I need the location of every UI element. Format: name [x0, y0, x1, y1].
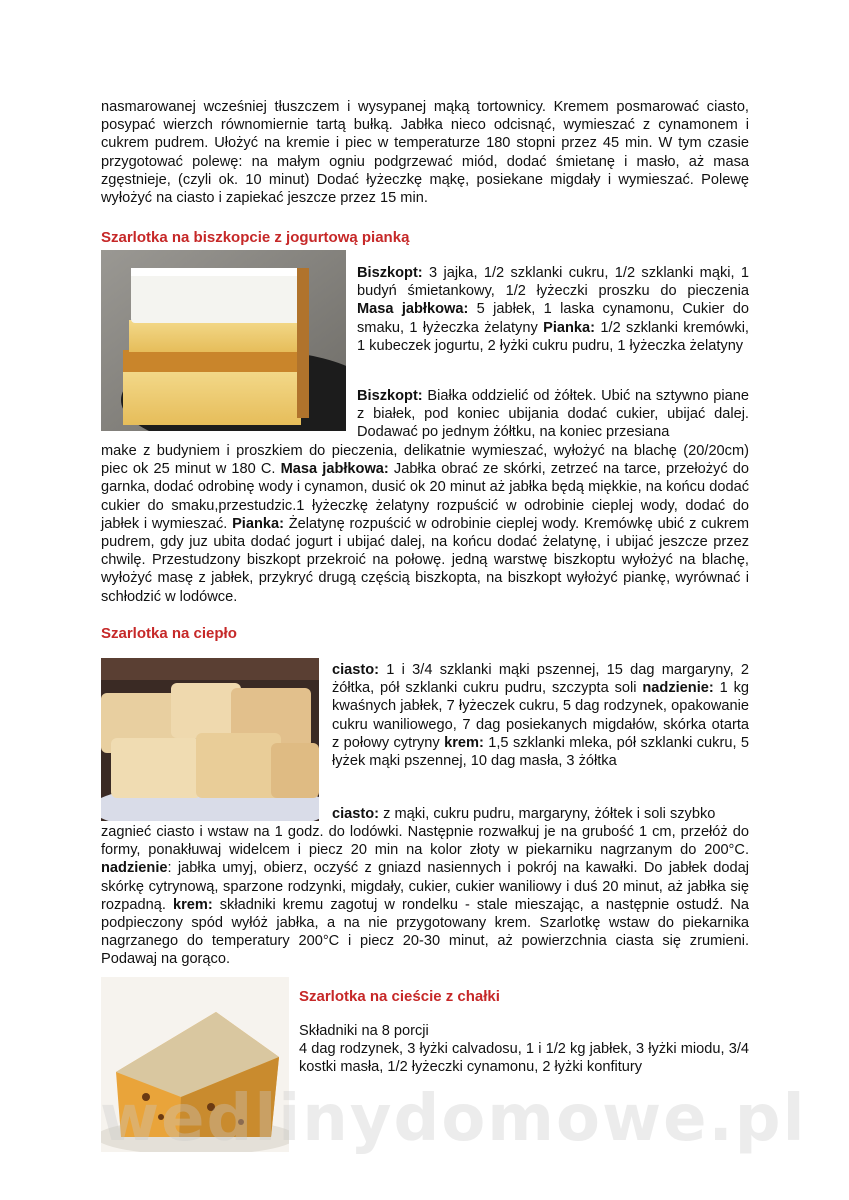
recipe2-title: Szarlotka na ciepło — [101, 625, 237, 642]
recipe1-prep-text-cont: make z budyniem i proszkiem do pieczenia, delikatnie wymieszać, wyłożyć na blachę (20/20cm) piec ok 25 minut w 180 C. — [101, 443, 749, 478]
recipe1-prep-start — [357, 387, 749, 442]
recipe2-prep-label-nadzienie: nadzienie — [101, 860, 168, 877]
recipe2-prep-text-krem: składniki kremu zagotuj w rondelku - stale mieszając, a następnie ostudź. Na podpieczony spód wyłóż jabłka, a na nie przygotowany krem. Szarlotkę wstaw do piekarnika nagrzanego do temperatury 200°C i piecz 20-30 minut, aż powierzchnia ciasta się zrumieni. Podawaj na gorąco. — [101, 896, 749, 968]
recipe1-title: Szarlotka na biszkopcie z jogurtową pianką — [101, 229, 410, 246]
recipe2-photo — [101, 658, 319, 821]
recipe1-ing-label-masa: Masa jabłkowa: — [357, 301, 469, 318]
recipe1-prep-text-masa: Jabłka obrać ze skórki, zetrzeć na tarce, przełożyć do garnka, dodać odrobinę wody i cynamon, dusić ok 20 minut aż jabłka będą miękkie, na końcu dodać cukier do smaku,przestudzic.1 łyżeczkę żelatyny rozpuścić w odrobinie cieplej wody, dodać do jabłek i wymieszać. — [101, 461, 750, 532]
recipe1-ing-text-masa: 5 jabłek, 1 laska cynamonu, Cukier do smaku, 1 łyżeczka żelatyny — [357, 301, 749, 336]
recipe1-photo — [101, 250, 346, 431]
recipe1-ingredients — [357, 264, 749, 355]
cake-squares-image — [101, 658, 319, 821]
recipe2-ing-label-ciasto: ciasto: — [332, 662, 380, 678]
site-watermark: wedlinydomowe.pl — [100, 1082, 807, 1156]
intro-paragraph: nasmarowanej wcześniej tłuszczem i wysypanej mąką tortownicy. Kremem posmarować ciasto, posypać wierzch równomiernie tartą bułką. Jabłka nieco odcisnąć, wymieszać z cynamonem i cukrem pudrem. Ułożyć na kremie i piec w temperaturze 180 stopni przez 45 min. W tym czasie przygotować polewę: na małym ogniu podgrzewać miód, dodać śmietanę i masło, aż masa zgęstnieje, (czyli ok. 10 minut) Dodać łyżeczkę mąkę, posiekane migdały i wymieszać. Polewę wyłożyć na ciasto i zapiekać jeszcze przez 15 min. — [101, 99, 749, 207]
recipe1-ing-text-biszkopt: 3 jajka, 1/2 szklanki cukru, 1/2 szklanki mąki, 1 budyń śmietankowy, 1/2 łyżeczki proszku do pieczenia — [357, 265, 749, 300]
recipe2-ing-text-nadzienie: 1 kg kwaśnych jabłek, 7 łyżeczek cukru, 5 dag rodzynek, opakowanie cukru waniliowego, 7 dag posiekanych migdałów, skórka otarta z połowy cytryny — [332, 680, 749, 751]
recipe2-prep-label-ciasto: ciasto: — [332, 806, 380, 822]
recipe1-ing-label-pianka: Pianka: — [543, 319, 596, 336]
recipe1-ing-label-biszkopt: Biszkopt: — [357, 265, 423, 281]
recipe2-prep-text-nadzienie: : jabłka umyj, obierz, oczyść z gniazd nasiennych i pokrój na kawałki. Do jabłek dodaj skórkę cytrynową, sparzone rodzynki, migdały, cukier, cukier waniliowy i duś 20 minut, aż jabłka się rozpadną. — [101, 860, 749, 913]
recipe2-prep-label-krem: krem: — [172, 896, 213, 913]
recipe1-prep-text-pianka: Żelatynę rozpuścić w odrobinie cieplej wody. Kremówkę ubić z cukrem pudrem, gdy juz ubita dodać jogurt i ubijać dalej, na końcu dodać żelatynę, i ubijać jeszcze przez chwilę. Przestudzony biszkopt przekroić na połowę. jedną warstwę biszkoptu wyłożyć na blachę, wyłożyć masę z jabłek, przykryć drugą częścią biszkopta, na biszkopt wyłożyć piankę, wyrównać i schłodzić w lodówce. — [101, 515, 750, 605]
recipe2-prep-start — [332, 805, 749, 823]
recipe2-ing-text-ciasto: 1 i 3/4 szklanki mąki pszennej, 15 dag margaryny, 2 żółtka, pół szklanki cukru pudru, szczypta soli — [332, 662, 749, 697]
recipe1-ing-text-pianka: 1/2 szklanki kremówki, 1 kubeczek jogurtu, 2 łyżki cukru pudru, 1 łyżeczka żelatyny — [357, 319, 749, 354]
recipe2-ing-text-krem: 1,5 szklanki mleka, pół szklanki cukru, 5 łyżek mąki pszennej, 10 dag masła, 3 żółtka — [332, 734, 750, 770]
recipe2-ing-label-krem: krem: — [444, 734, 484, 751]
recipe2-prep-text-cont: zagnieć ciasto i wstaw na 1 godz. do lodówki. Następnie rozwałkuj je na grubość 1 cm, przełóż do formy, ponakłuwaj widelcem i piecz 20 min na kolor złoty w piekarniku nagrzanym do 200°C. — [101, 824, 749, 859]
recipe1-prep-label-biszkopt: Biszkopt: — [357, 388, 423, 404]
recipe3-ingredients: 4 dag rodzynek, 3 łyżki calvadosu, 1 i 1/2 kg jabłek, 3 łyżki miodu, 3/4 kostki masła, 1/2 łyżeczki cynamonu, 2 łyżki konfitury — [299, 1041, 749, 1076]
recipe1-prep-label-pianka: Pianka: — [232, 515, 284, 532]
recipe3-title: Szarlotka na cieście z chałki — [299, 988, 500, 1005]
recipe3-photo — [101, 977, 289, 1152]
recipe1-prep-continued — [101, 442, 749, 606]
recipe2-prep-text-ciasto: z mąki, cukru pudru, margaryny, żółtek i soli szybko — [379, 806, 716, 822]
recipe2-ing-label-nadzienie: nadzienie: — [642, 680, 714, 697]
recipe2-ingredients — [332, 661, 749, 770]
recipe1-prep-label-masa: Masa jabłkowa: — [280, 461, 389, 478]
recipe1-prep-text-biszkopt: Białka oddzielić od żółtek. Ubić na sztywno piane z białek, pod koniec ubijania dodać cukier, ubijać dalej. Dodawać po jednym żółtku, na koniec przesiana — [357, 388, 749, 441]
cake-slice-image — [101, 250, 346, 431]
recipe2-prep-continued — [101, 823, 749, 969]
recipe3-portions: Składniki na 8 porcji — [299, 1023, 429, 1039]
challah-cake-image — [101, 977, 289, 1152]
